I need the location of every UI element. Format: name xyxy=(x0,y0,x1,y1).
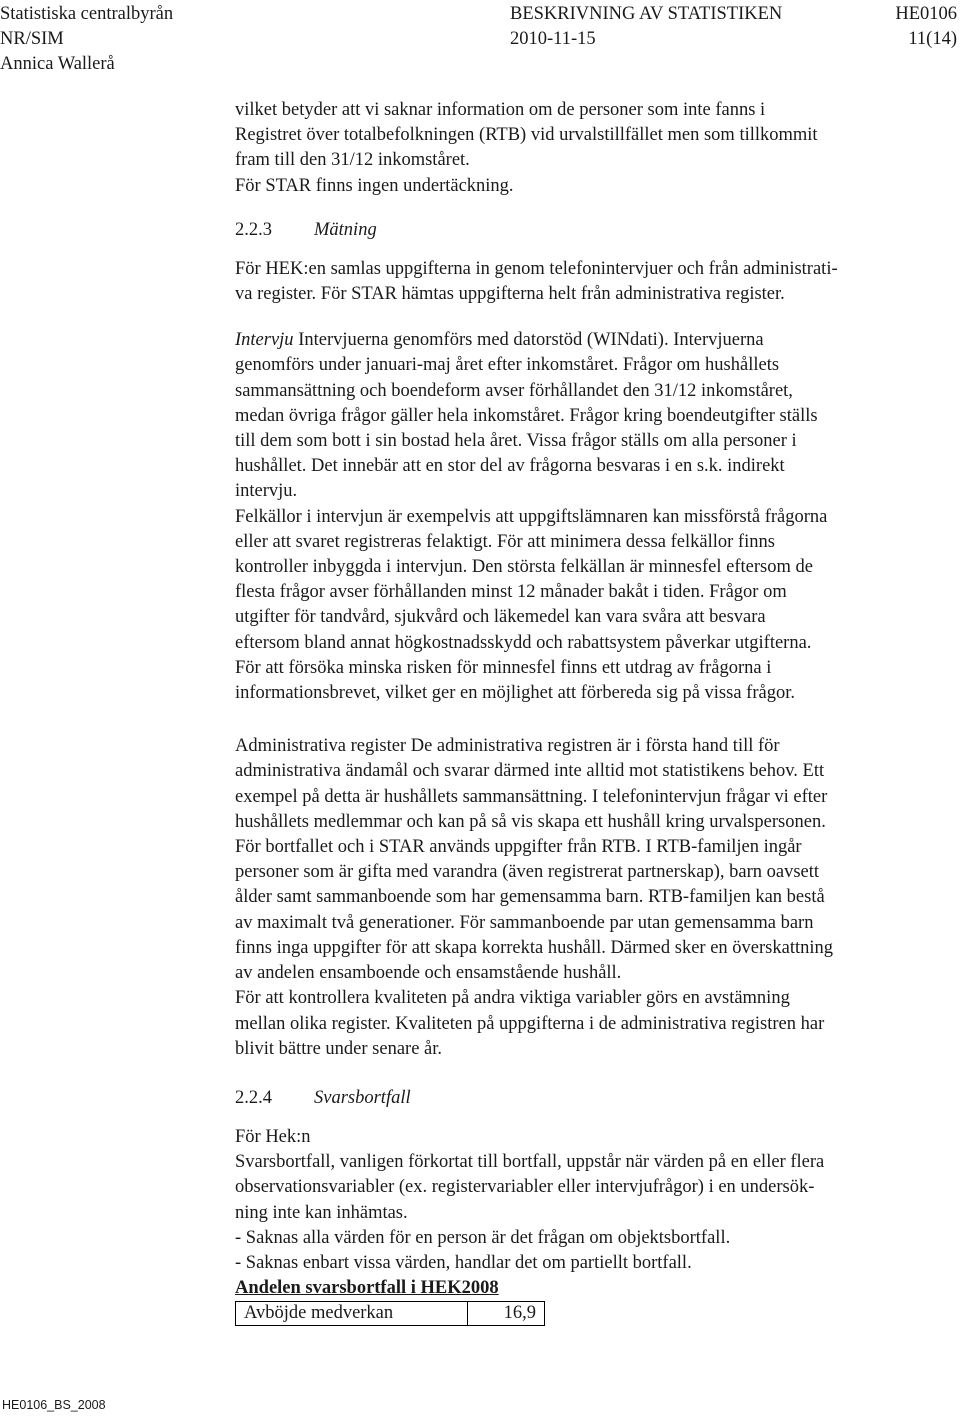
text-line: va register. För STAR hämtas uppgifterna helt från administrativa register. xyxy=(235,284,785,305)
text-line: Felkällor i intervjun är exempelvis att uppgiftslämnaren kan missförstå frågorna xyxy=(235,506,828,527)
text-line: För Hek:n xyxy=(235,1126,311,1147)
text-line: - Saknas alla värden för en person är det frågan om objektsbortfall. xyxy=(235,1227,731,1248)
text-line: exempel på detta är hushållets sammansättning. I telefonintervjun frågar vi efter xyxy=(235,786,828,807)
section-title: Svarsbortfall xyxy=(314,1087,411,1108)
header-unit: NR/SIM xyxy=(0,29,64,49)
text-line: För att försöka minska risken för minnesfel finns ett utdrag av frågorna i xyxy=(235,657,772,678)
text-line: genomförs under januari-maj året efter inkomståret. Frågor om hushållets xyxy=(235,355,780,376)
table-title: Andelen svarsbortfall i HEK2008 xyxy=(235,1278,499,1299)
text-line: hushållets medlemmar och kan på så vis skapa ett hushåll kring urvalspersonen. xyxy=(235,811,826,832)
text-line: ning inte kan inhämtas. xyxy=(235,1202,408,1223)
text-line: vilket betyder att vi saknar information om de personer som inte fanns i xyxy=(235,100,766,120)
text-line: observationsvariabler (ex. registervariabler eller intervjufrågor) i en undersök- xyxy=(235,1177,815,1198)
text-line: ålder samt sammanboende som har gemensamma barn. RTB-familjen kan bestå xyxy=(235,887,825,908)
admin-register-paragraph xyxy=(235,734,947,1062)
section-heading-2-2-4 xyxy=(235,1086,947,1111)
text-line: sammansättning och boendeform avser förhållandet den 31/12 inkomståret, xyxy=(235,380,793,401)
text-line: Svarsbortfall, vanligen förkortat till bortfall, uppstår när värden på en eller flera xyxy=(235,1152,825,1173)
interview-paragraph xyxy=(235,328,947,706)
text-line: medan övriga frågor gäller hela inkomståret. Frågor kring boendeutgifter ställs xyxy=(235,405,818,426)
header-doc-id: HE0106 xyxy=(895,4,957,24)
header-page-number: 11(14) xyxy=(908,29,957,49)
table-cell-value: 16,9 xyxy=(468,1302,545,1326)
text-line: För HEK:en samlas uppgifterna in genom telefonintervjuer och från administrati- xyxy=(235,258,838,279)
section-number: 2.2.3 xyxy=(235,219,272,240)
text-line: hushållet. Det innebär att en stor del av frågorna besvaras i en s.k. indirekt xyxy=(235,456,785,477)
table-row xyxy=(236,1302,545,1326)
document-body xyxy=(235,98,947,1326)
text-line: finns inga uppgifter för att skapa korrekta hushåll. Därmed sker en överskattning xyxy=(235,937,833,958)
intro-paragraph xyxy=(235,98,947,199)
text-line: Registret över totalbefolkningen (RTB) vid urvalstillfället men som tillkommit xyxy=(235,125,818,146)
text-line: av andelen ensamboende och ensamstående hushåll. xyxy=(235,963,622,984)
text-line: - Saknas enbart vissa värden, handlar det om partiellt bortfall. xyxy=(235,1252,692,1273)
text-line: av maximalt två generationer. För sammanboende par utan gemensamma barn xyxy=(235,912,814,933)
text-line: personer som är gifta med varandra (även registrerat partnerskap), barn oavsett xyxy=(235,862,820,883)
text-span: Intervjuerna genomförs med datorstöd (WINdati). Intervjuerna xyxy=(293,330,764,351)
section-title: Mätning xyxy=(314,219,377,240)
text-line: eller att svaret registreras felaktigt. För att minimera dessa felkällor finns xyxy=(235,531,775,552)
header-doc-type: BESKRIVNING AV STATISTIKEN xyxy=(510,4,783,24)
interview-lead: Intervju xyxy=(235,330,294,351)
text-line: eftersom bland annat högkostnadsskydd och rabattsystem påverkar utgifterna. xyxy=(235,632,812,653)
measurement-paragraph xyxy=(235,257,947,307)
header-date: 2010-11-15 xyxy=(510,29,596,49)
nonresponse-table xyxy=(235,1301,545,1326)
text-line: informationsbrevet, vilket ger en möjlighet att förbereda sig på vissa frågor. xyxy=(235,683,795,704)
text-line: fram till den 31/12 inkomståret. xyxy=(235,150,470,171)
table-cell-label: Avböjde medverkan xyxy=(236,1302,468,1326)
section-heading-2-2-3 xyxy=(235,218,947,243)
text-line: kontroller inbyggda i intervjun. Den största felkällan är minnesfel eftersom de xyxy=(235,557,813,578)
text-line: flesta frågor avser förhållanden minst 12 månader bakåt i tiden. Frågor om xyxy=(235,582,787,603)
nonresponse-paragraph xyxy=(235,1125,947,1276)
section-number: 2.2.4 xyxy=(235,1087,272,1108)
text-line: till dem som bott i sin bostad hela året. Vissa frågor ställs om alla personer i xyxy=(235,431,797,452)
text-line: För bortfallet och i STAR används uppgifter från RTB. I RTB-familjen ingår xyxy=(235,837,802,858)
text-line: För att kontrollera kvaliteten på andra viktiga variabler görs en avstämning xyxy=(235,988,790,1009)
text-line: utgifter för tandvård, sjukvård och läkemedel kan vara svåra att besvara xyxy=(235,607,766,628)
text-line: administrativa ändamål och svarar därmed inte alltid mot statistikens behov. Ett xyxy=(235,761,825,782)
page-footer: HE0106_BS_2008 xyxy=(2,1398,106,1412)
text-line: intervju. xyxy=(235,481,298,502)
text-line: blivit bättre under senare år. xyxy=(235,1038,443,1059)
header-author: Annica Wallerå xyxy=(0,54,115,74)
text-line: För STAR finns ingen undertäckning. xyxy=(235,175,514,196)
page-header xyxy=(0,0,960,80)
text-line: mellan olika register. Kvaliteten på uppgifterna i de administrativa registren har xyxy=(235,1013,825,1034)
text-line: Administrativa register De administrativa registren är i första hand till för xyxy=(235,736,780,757)
header-org: Statistiska centralbyrån xyxy=(0,4,174,24)
text-line xyxy=(235,328,947,353)
